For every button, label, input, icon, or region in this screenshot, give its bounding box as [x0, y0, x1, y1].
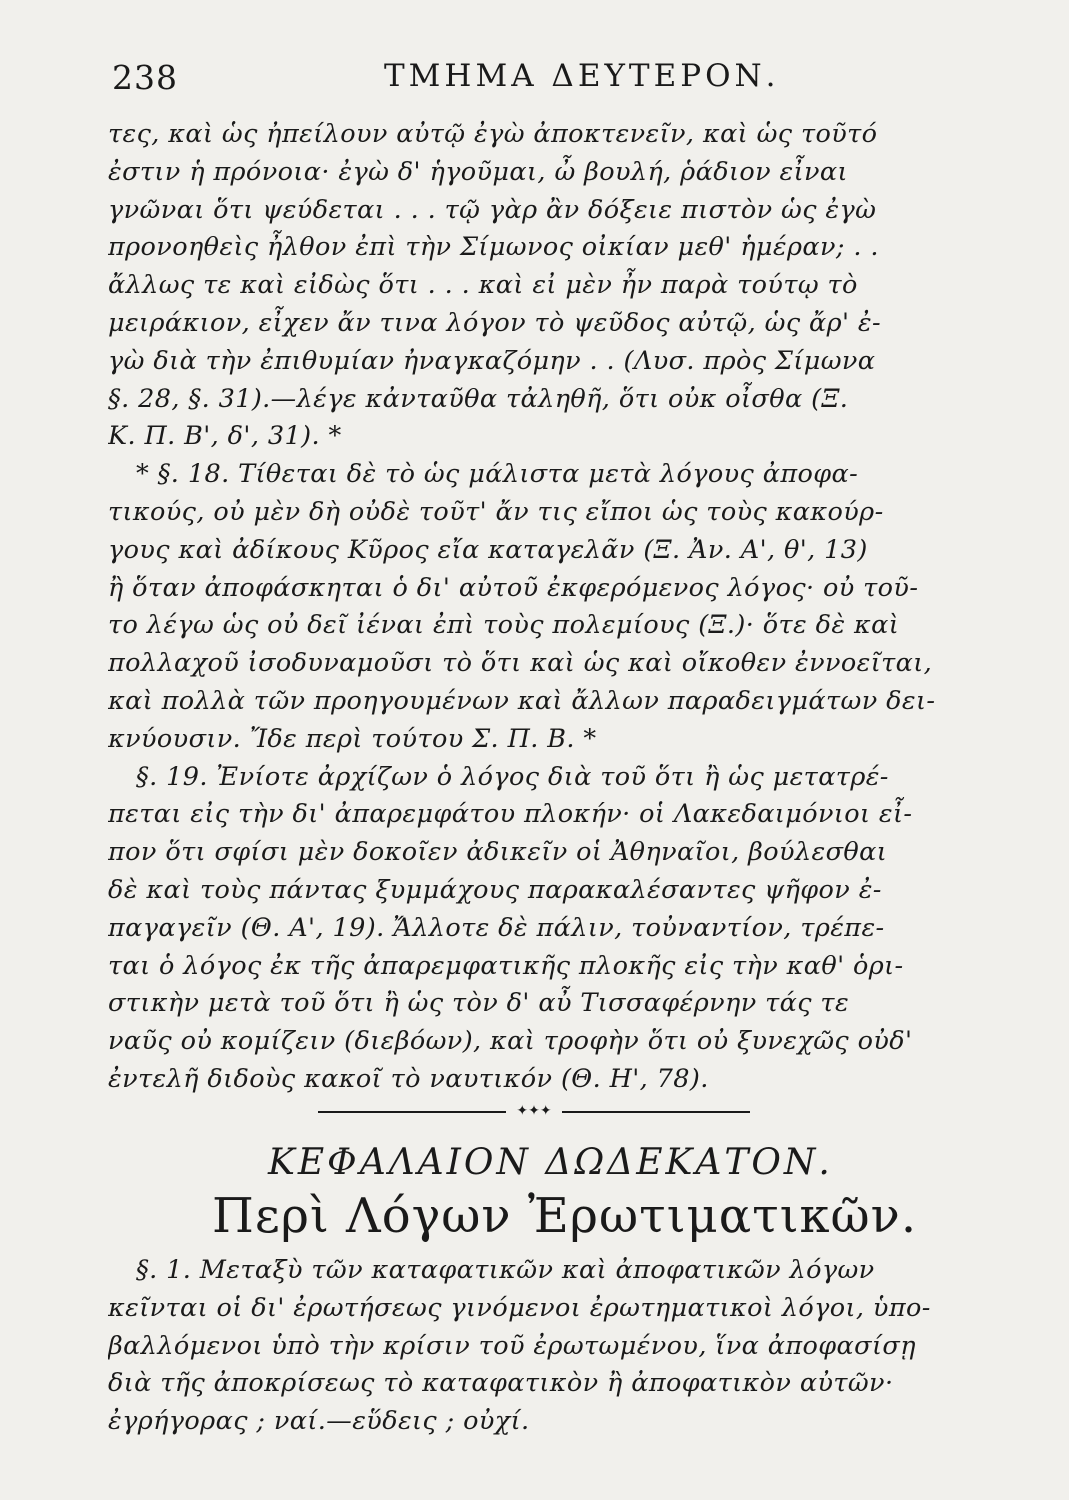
text-line: πον ὅτι σφίσι μὲν δοκοῖεν ἀδικεῖν οἱ Ἀθηναῖοι, βούλεσθαι: [108, 837, 888, 868]
text-line: τικούς, οὐ μὲν δὴ οὐδὲ τοῦτ' ἄν τις εἴποι ὡς τοὺς κακούρ-: [108, 496, 884, 527]
text-line: γνῶναι ὅτι ψεύδεται . . . τῷ γὰρ ἂν δόξειε πιστὸν ὡς ἐγὼ: [108, 194, 877, 225]
section-title: Περὶ Λόγων Ἐρωτιματικῶν.: [212, 1188, 918, 1244]
text-line: μειράκιον, εἶχεν ἄν τινα λόγον τὸ ψεῦδος αὐτῷ, ὡς ἄρ' ἐ-: [108, 307, 882, 338]
text-line: πεται εἰς τὴν δι' ἀπαρεμφάτου πλοκήν· οἱ Λακεδαιμόνιοι εἶ-: [108, 799, 913, 830]
section-text: [108, 1252, 988, 1441]
text-line: πολλαχοῦ ἰσοδυναμοῦσι τὸ ὅτι καὶ ὡς καὶ οἴκοθεν ἐννοεῖται,: [108, 648, 933, 679]
body-text: [108, 116, 988, 1099]
paragraph-start: §. 19. Ἐνίοτε ἀρχίζων ὁ λόγος διὰ τοῦ ὅτι ἢ ὡς μετατρέ-: [136, 761, 889, 792]
text-line: ἐντελῆ διδοὺς κακοῖ τὸ ναυτικόν (Θ. Η', 78).: [108, 1063, 709, 1094]
text-line: §. 28, §. 31).—λέγε κἀνταῦθα τἀληθῆ, ὅτι οὐκ οἶσθα (Ξ.: [108, 383, 849, 414]
text-line: βαλλόμενοι ὑπὸ τὴν κρίσιν τοῦ ἐρωτωμένου, ἵνα ἀποφασίσῃ: [108, 1330, 916, 1361]
text-line: γους καὶ ἀδίκους Κῦρος εἴα καταγελᾶν (Ξ. Ἀν. Α', θ', 13): [108, 534, 868, 565]
text-line: κεῖνται οἱ δι' ἐρωτήσεως γινόμενοι ἐρωτηματικοὶ λόγοι, ὑπο-: [108, 1292, 931, 1323]
paragraph-start: * §. 18. Τίθεται δὲ τὸ ὡς μάλιστα μετὰ λόγους ἀποφα-: [136, 459, 859, 490]
text-line: διὰ τῆς ἀποκρίσεως τὸ καταφατικὸν ἢ ἀποφατικὸν αὐτῶν·: [108, 1368, 894, 1399]
text-line: καὶ πολλὰ τῶν προηγουμένων καὶ ἄλλων παραδειγμάτων δει-: [108, 685, 936, 716]
text-line: δὲ καὶ τοὺς πάντας ξυμμάχους παρακαλέσαντες ψῆφον ἐ-: [108, 874, 882, 905]
chapter-heading: ΚΕΦΑΛΑΙΟΝ ΔΩΔΕΚΑΤΟΝ.: [268, 1142, 833, 1183]
text-line: το λέγω ὡς οὐ δεῖ ἰέναι ἐπὶ τοὺς πολεμίους (Ξ.)· ὅτε δὲ καὶ: [108, 610, 900, 641]
text-line: στικὴν μετὰ τοῦ ὅτι ἢ ὡς τὸν δ' αὖ Τισσαφέρνην τάς τε: [108, 988, 850, 1019]
text-line: ναῦς οὐ κομίζειν (διεβόων), καὶ τροφὴν ὅτι οὐ ξυνεχῶς οὐδ': [108, 1026, 913, 1057]
ornament-icon: ✦✦✦: [506, 1104, 562, 1118]
text-line: ἐστιν ἡ πρόνοια· ἐγὼ δ' ἡγοῦμαι, ὦ βουλή, ῥάδιον εἶναι: [108, 156, 848, 187]
text-line: τες, καὶ ὡς ἠπείλουν αὐτῷ ἐγὼ ἀποκτενεῖν, καὶ ὡς τοῦτό: [108, 119, 878, 149]
text-line: ἐγρήγορας ; ναί.—εὕδεις ; οὐχί.: [108, 1406, 530, 1437]
text-line: Κ. Π. Β', δ', 31). *: [108, 421, 342, 452]
page-header: [112, 58, 992, 108]
text-line: γὼ διὰ τὴν ἐπιθυμίαν ἠναγκαζόμην . . (Λυσ. πρὸς Σίμωνα: [108, 345, 876, 376]
text-line: ἄλλως τε καὶ εἰδὼς ὅτι . . . καὶ εἰ μὲν ἦν παρὰ τούτῳ τὸ: [108, 270, 858, 301]
text-line: ται ὁ λόγος ἐκ τῆς ἀπαρεμφατικῆς πλοκῆς εἰς τὴν καθ' ὁρι-: [108, 950, 904, 981]
text-line: ἢ ὅταν ἀποφάσκηται ὁ δι' αὐτοῦ ἐκφερόμενος λόγος· οὐ τοῦ-: [108, 572, 919, 603]
ornamental-rule: [318, 1102, 750, 1122]
text-line: προνοηθεὶς ἦλθον ἐπὶ τὴν Σίμωνος οἰκίαν μεθ' ἡμέραν; . .: [108, 232, 879, 263]
text-line: κνύουσιν. Ἴδε περὶ τούτου Σ. Π. Β. *: [108, 723, 597, 754]
page-number: 238: [112, 58, 178, 97]
paragraph-start: §. 1. Μεταξὺ τῶν καταφατικῶν καὶ ἀποφατικῶν λόγων: [136, 1255, 875, 1285]
running-head: ΤΜΗΜΑ ΔΕΥΤΕΡΟΝ.: [384, 58, 780, 94]
text-line: παγαγεῖν (Θ. Α', 19). Ἄλλοτε δὲ πάλιν, τοὐναντίον, τρέπε-: [108, 912, 885, 943]
